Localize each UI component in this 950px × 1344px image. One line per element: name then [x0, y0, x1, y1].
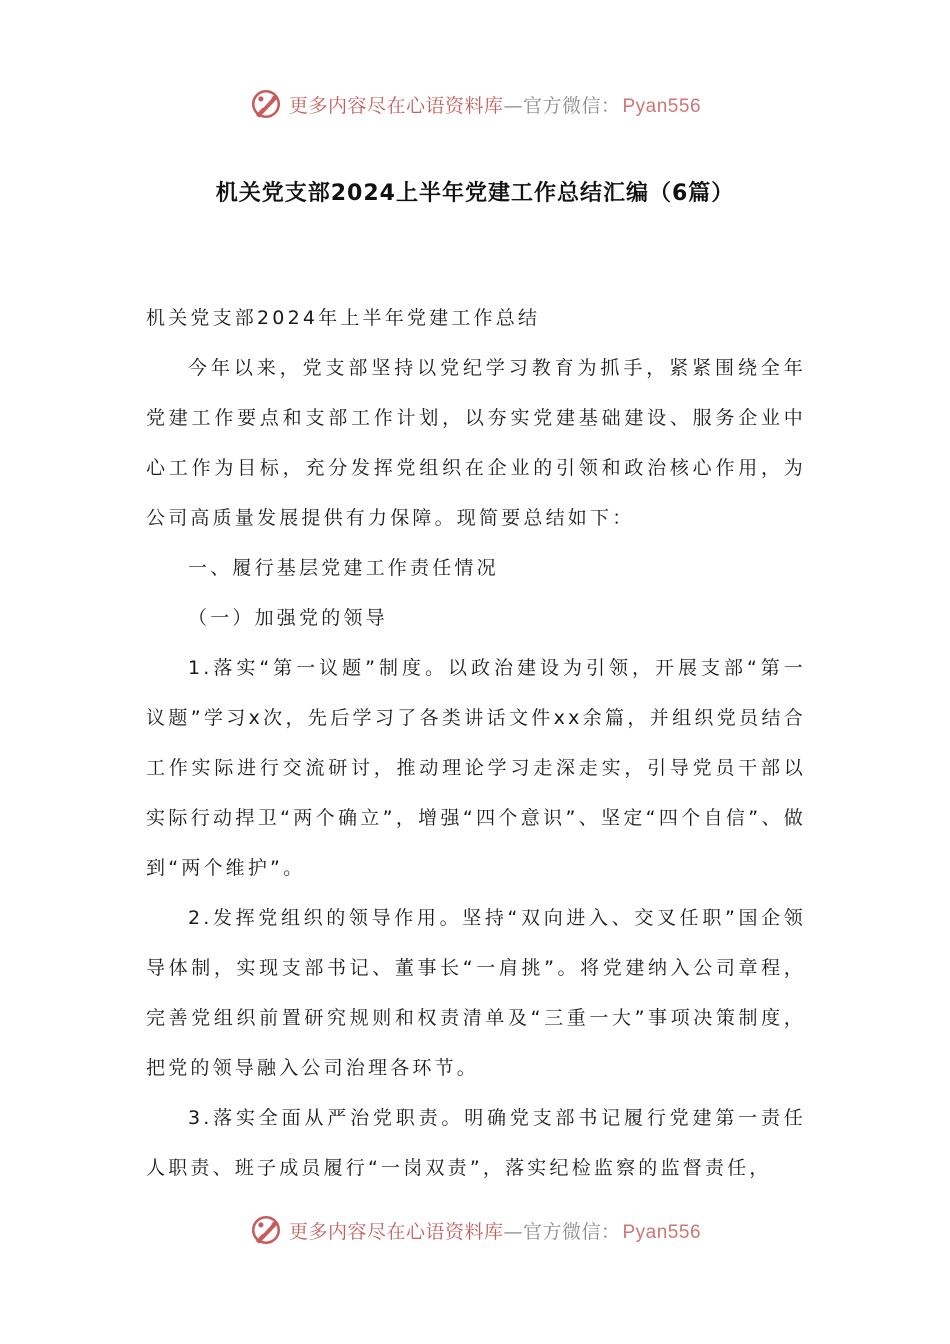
- watermark-text: [289, 1217, 701, 1244]
- subsection-heading: （一）加强党的领导: [188, 607, 388, 629]
- section-subtitle: 机关党支部2024年上半年党建工作总结: [146, 307, 541, 329]
- watermark-side-text: 官方微信：: [522, 1220, 621, 1243]
- body-paragraph: 今年以来，党支部坚持以党纪学习教育为抓手，紧紧围绕全年党建工作要点和支部工作计划，以夯实党建基础建设、服务企业中心工作为目标，充分发挥党组织在企业的引领和政治核心作用，为公司高质量发展提供有力保障。现简要总结如下：: [146, 357, 806, 529]
- watermark-text: [289, 91, 701, 118]
- section-heading: 一、履行基层党建工作责任情况: [188, 557, 499, 579]
- watermark-dash: —: [503, 94, 523, 117]
- watermark-dash: —: [503, 1220, 523, 1243]
- watermark-main-text: 更多内容尽在心语资料库: [288, 1220, 504, 1243]
- watermark-main-text: 更多内容尽在心语资料库: [288, 94, 504, 117]
- body-paragraph: 3.落实全面从严治党职责。明确党支部书记履行党建第一责任人职责、班子成员履行“一岗双责”，落实纪检监察的监督责任，: [146, 1107, 806, 1179]
- pen-nib-circle-icon: [249, 87, 283, 121]
- watermark-side-text: 官方微信：: [522, 94, 621, 117]
- header-watermark: [0, 84, 950, 124]
- watermark-wechat-id: Pyan556: [622, 1221, 702, 1243]
- watermark-wechat-id: Pyan556: [622, 95, 702, 117]
- footer-watermark: [0, 1210, 950, 1250]
- document-title: 机关党支部2024上半年党建工作总结汇编（6篇）: [215, 181, 735, 206]
- document-body: [146, 293, 806, 1193]
- body-paragraph: 1.落实“第一议题”制度。以政治建设为引领，开展支部“第一议题”学习x次，先后学习了各类讲话文件xx余篇，并组织党员结合工作实际进行交流研讨，推动理论学习走深走实，引导党员干部以实际行动捍卫“两个确立”，增强“四个意识”、坚定“四个自信”、做到“两个维护”。: [146, 657, 806, 879]
- pen-nib-circle-icon: [249, 1213, 283, 1247]
- body-paragraph: 2.发挥党组织的领导作用。坚持“双向进入、交叉任职”国企领导体制，实现支部书记、董事长“一肩挑”。将党建纳入公司章程，完善党组织前置研究规则和权责清单及“三重一大”事项决策制度，把党的领导融入公司治理各环节。: [146, 907, 806, 1079]
